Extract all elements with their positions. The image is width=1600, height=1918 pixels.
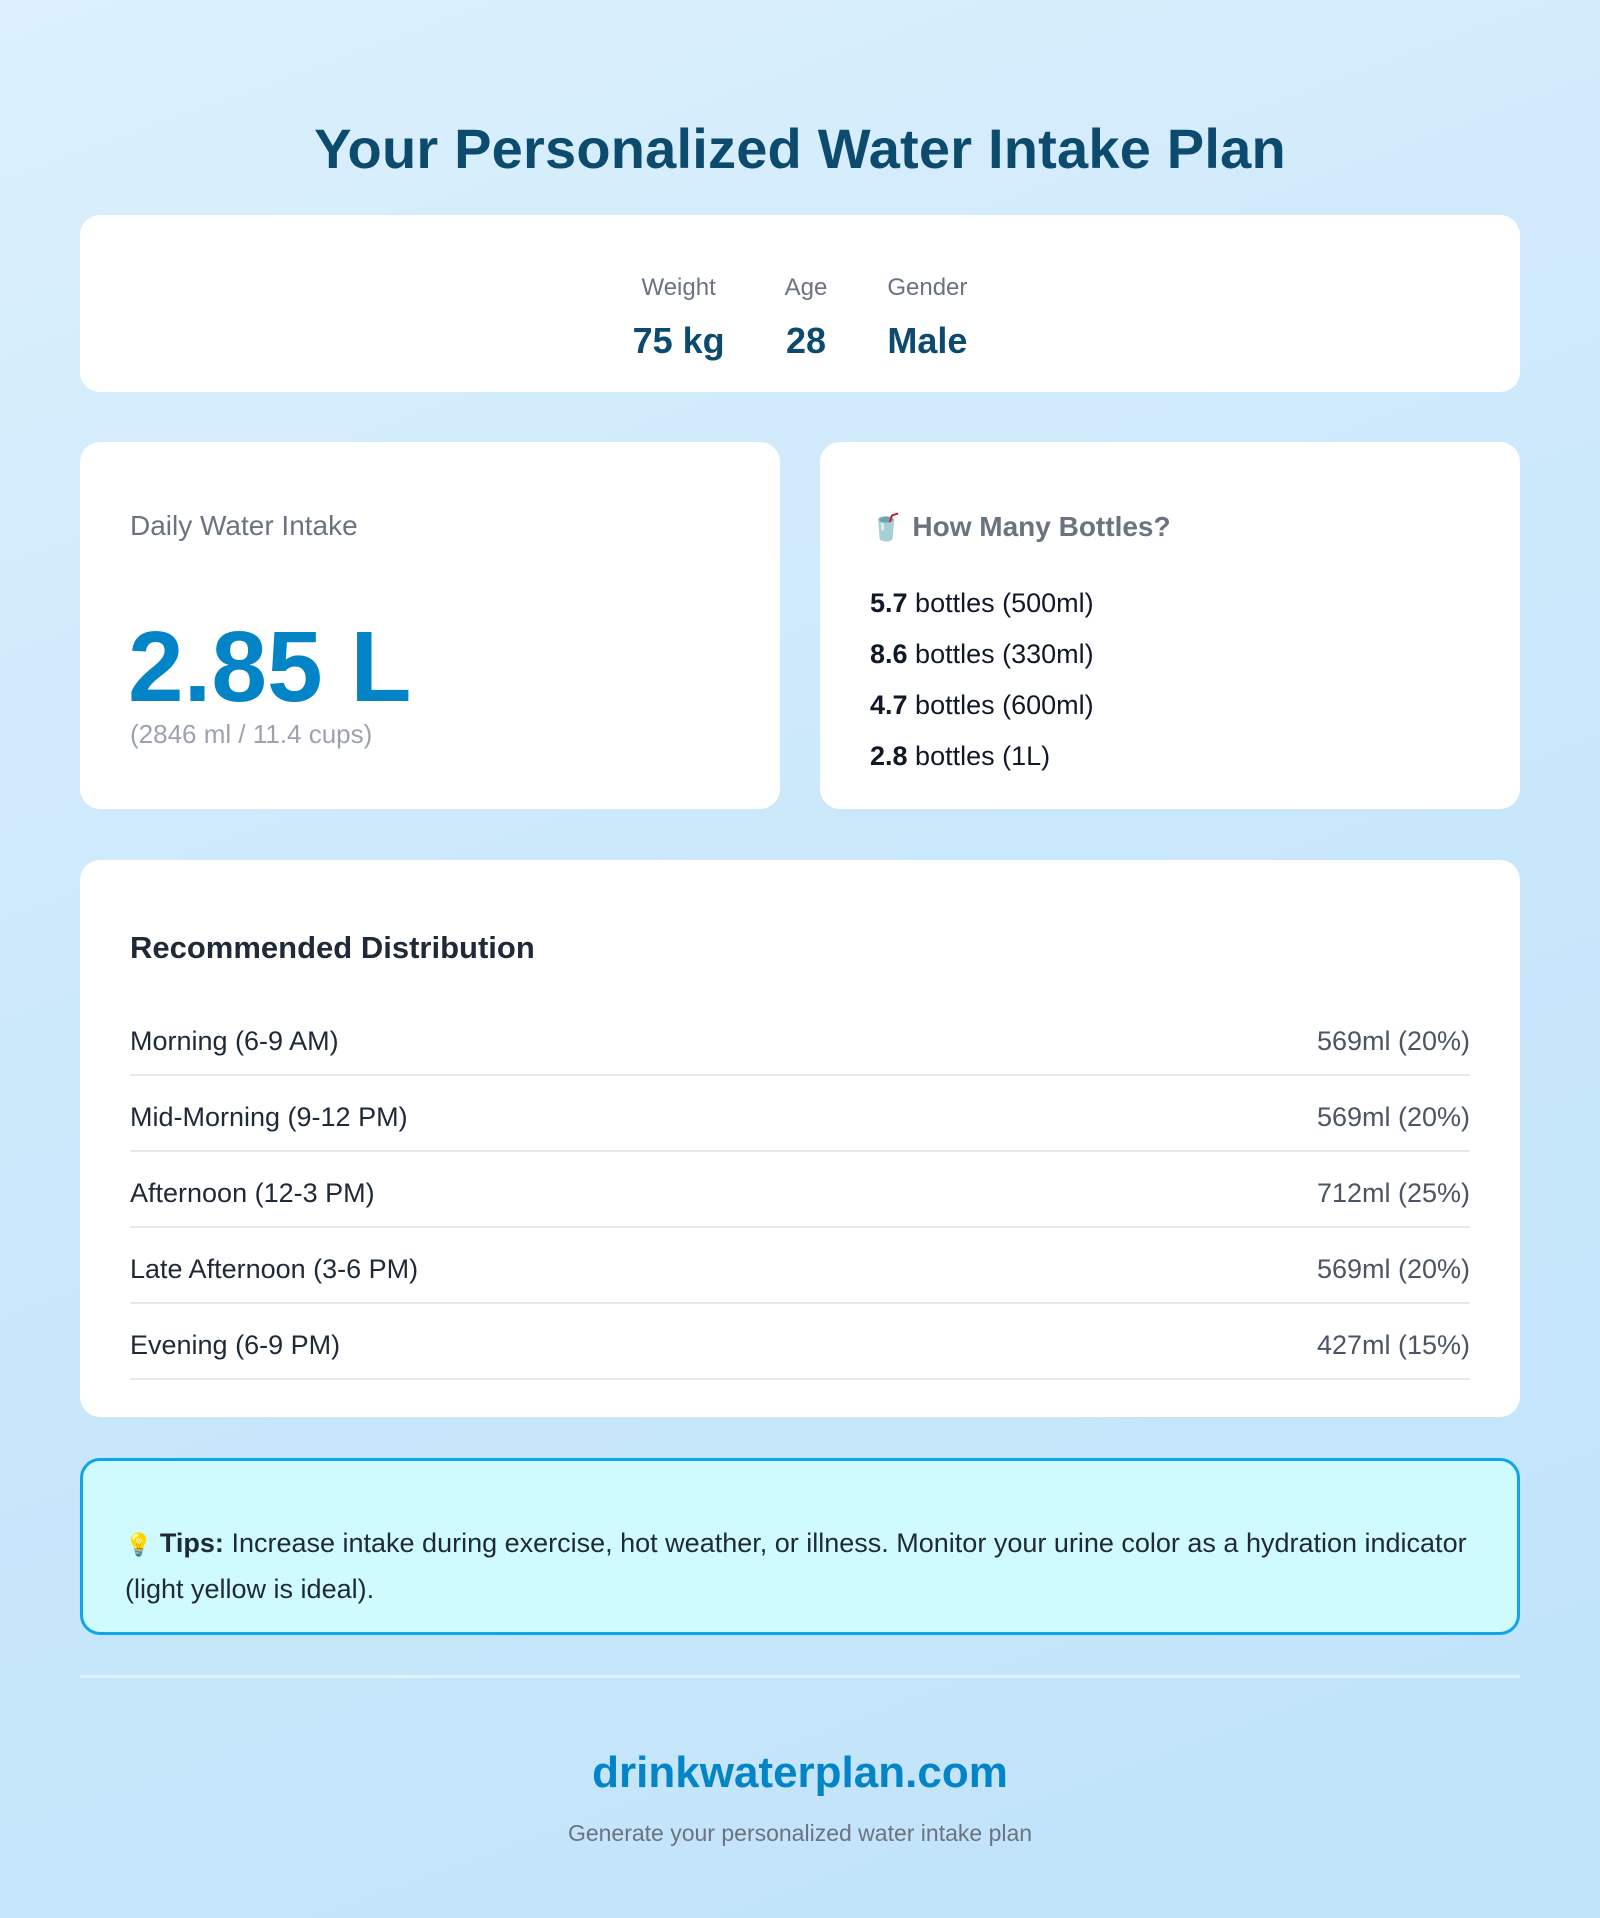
period-amount: 569ml (20%) xyxy=(1316,1025,1470,1056)
tips-box xyxy=(80,1458,1520,1635)
period-label: Morning (6-9 AM) xyxy=(130,1025,339,1056)
bottles-card xyxy=(820,442,1520,809)
daily-intake-label: Daily Water Intake xyxy=(130,510,358,541)
stat-weight-label: Weight xyxy=(641,274,716,301)
period-label: Afternoon (12-3 PM) xyxy=(130,1177,375,1208)
stat-age-value: 28 xyxy=(785,320,827,361)
profile-stats xyxy=(80,271,1520,361)
page-title: Your Personalized Water Intake Plan xyxy=(314,117,1286,180)
bottle-count: 2.8 xyxy=(870,741,908,771)
bottle-count: 4.7 xyxy=(870,690,908,720)
stat-age-label: Age xyxy=(784,274,828,301)
bottle-count: 5.7 xyxy=(870,588,908,618)
daily-intake-detail: (2846 ml / 11.4 cups) xyxy=(130,719,373,749)
period-label: Mid-Morning (9-12 PM) xyxy=(130,1101,408,1132)
tips-text: Increase intake during exercise, hot weather, or illness. Monitor your urine color as a hydration indicator (light yellow is ideal). xyxy=(125,1528,1467,1604)
profile-card xyxy=(80,215,1520,392)
period-amount: 569ml (20%) xyxy=(1316,1253,1470,1284)
bottle-count: 8.6 xyxy=(870,639,908,669)
list-item xyxy=(870,731,1094,782)
distribution-card xyxy=(80,860,1520,1417)
period-amount: 569ml (20%) xyxy=(1316,1101,1470,1132)
bottle-size: bottles (600ml) xyxy=(907,690,1094,720)
bottles-title: How Many Bottles? xyxy=(912,511,1171,542)
table-row xyxy=(130,1076,1470,1152)
stat-gender xyxy=(887,271,967,361)
period-amount: 427ml (15%) xyxy=(1316,1329,1470,1360)
stat-gender-label: Gender xyxy=(887,274,968,301)
distribution-list xyxy=(130,1000,1470,1380)
daily-intake-card xyxy=(80,442,780,809)
stat-age xyxy=(785,271,828,361)
bottle-size: bottles (1L) xyxy=(907,741,1051,771)
footer-tagline: Generate your personalized water intake plan xyxy=(567,1820,1033,1846)
bottle-size: bottles (330ml) xyxy=(907,639,1094,669)
stat-weight xyxy=(633,271,725,361)
table-row xyxy=(130,1152,1470,1228)
lightbulb-icon: 💡 xyxy=(125,1532,153,1557)
table-row xyxy=(130,1304,1470,1380)
stat-weight-value: 75 kg xyxy=(632,320,725,361)
tips-label: Tips: xyxy=(159,1528,224,1558)
daily-intake-value: 2.85 L xyxy=(128,611,412,723)
bottle-list xyxy=(870,578,1094,782)
distribution-title: Recommended Distribution xyxy=(130,930,535,965)
list-item xyxy=(870,629,1094,680)
list-item xyxy=(870,680,1094,731)
period-amount: 712ml (25%) xyxy=(1316,1177,1470,1208)
footer-divider xyxy=(80,1675,1520,1678)
list-item xyxy=(870,578,1094,629)
stat-gender-value: Male xyxy=(887,320,968,361)
cup-with-straw-icon: 🥤 xyxy=(870,512,903,542)
table-row xyxy=(130,1000,1470,1076)
period-label: Late Afternoon (3-6 PM) xyxy=(130,1253,419,1284)
brand-link[interactable]: drinkwaterplan.com xyxy=(592,1748,1008,1797)
table-row xyxy=(130,1228,1470,1304)
bottles-header xyxy=(870,510,1171,544)
bottle-size: bottles (500ml) xyxy=(907,588,1094,618)
period-label: Evening (6-9 PM) xyxy=(130,1329,341,1360)
